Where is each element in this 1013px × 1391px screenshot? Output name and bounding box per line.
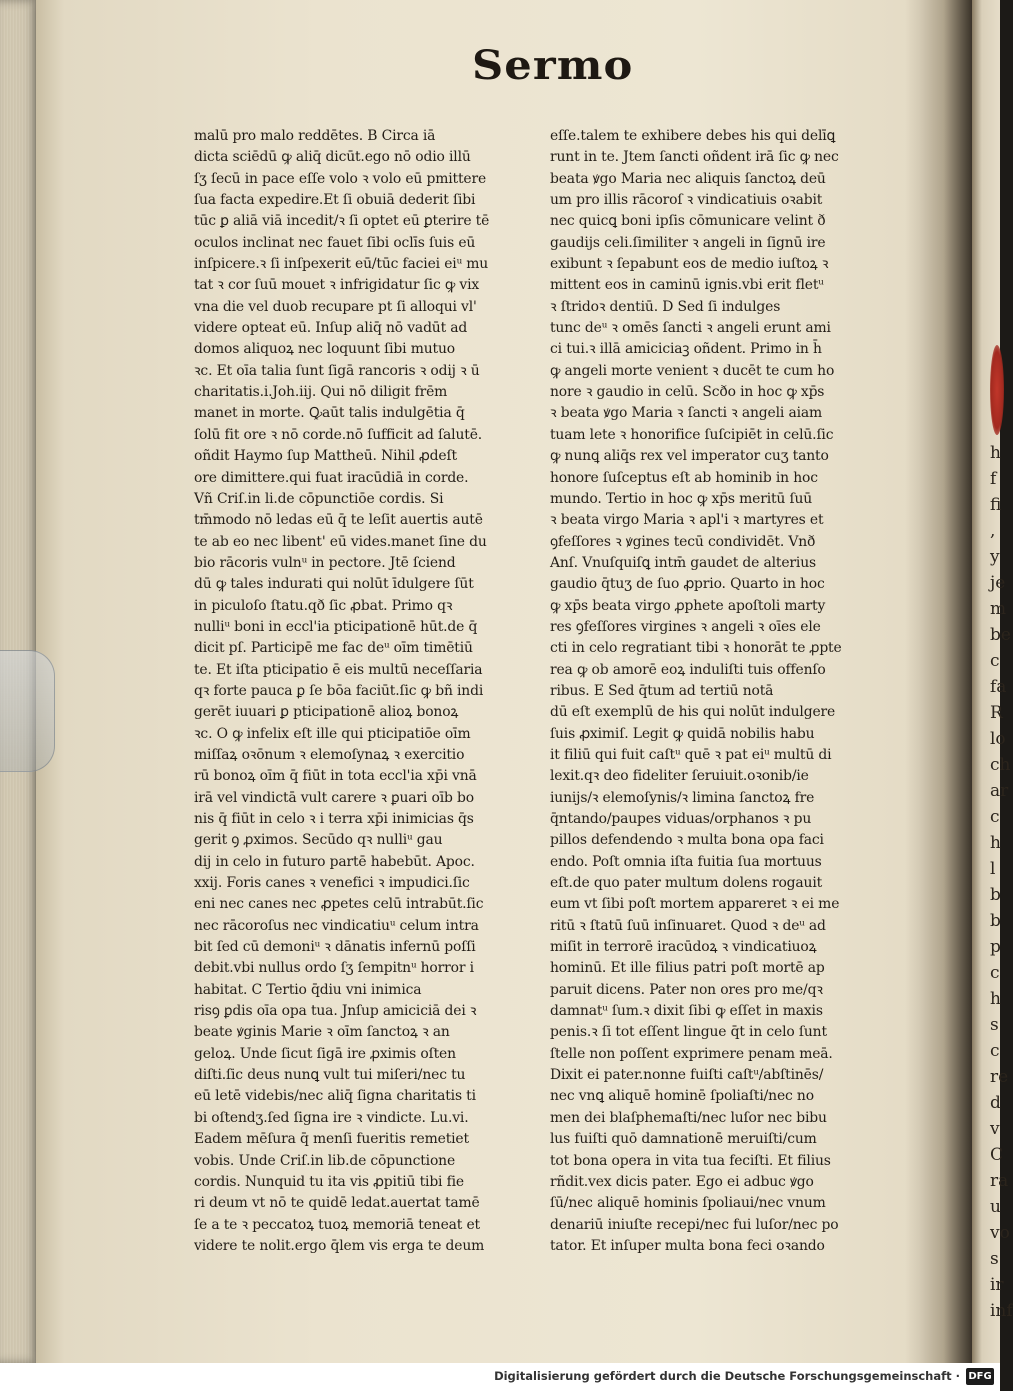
text-line: domos aliquoꝝ nec loquunt ſibi mutuo — [194, 341, 455, 358]
text-line: dicta sciēdū ꝙ aliq̄ dicūt.ego nō odio illū — [194, 149, 471, 166]
text-line: ꝛc. O ꝙ infelix eſt ille qui pticipatiōe oīm — [194, 725, 471, 742]
text-line: nulliᵘ boni in eccl'ia pticipationē hūt.de q̄ — [194, 618, 478, 635]
text-line: nec rācoroſus nec vindicatiuᵘ celum intra — [194, 917, 479, 934]
text-line: Anſ. Vnuſquiſꝗ intm̄ gaudet de alterius — [550, 554, 816, 571]
text-line: paruit dicens. Pater non ores pro me/qꝛ — [550, 981, 823, 998]
text-line: diſti.ſic deus nunꝗ vult tui miſeri/nec tu — [194, 1067, 466, 1084]
text-line: gaudio q̄tuʒ de ſuo ꝓprio. Quarto in hoc — [550, 576, 825, 593]
text-line: nec vnꝗ aliquē hominē ſpoliaſti/nec no — [550, 1088, 814, 1105]
text-line: xxij. Foris canes ꝛ venefici ꝛ impudici.ſic — [194, 875, 470, 892]
text-line: nis q̄ fiūt in celo ꝛ i terra xp̄i inimicias q̄s — [194, 811, 474, 827]
text-line: Dixit ei pater.nonne fuiſti caſtᵘ/abſtinēs/ — [550, 1067, 824, 1084]
text-line: cti in celo regratiant tibi ꝛ honorāt te ꝓpte — [550, 640, 842, 657]
text-line: ꝛ ſtridoꝛ dentiū. D Sed ſi indulges — [550, 298, 781, 315]
text-line: rñdit.vex dicis pater. Ego ei adbuc ꝟgo — [550, 1173, 814, 1190]
text-line: ore dimittere.qui fuat iracūdiā in corde. — [194, 469, 469, 486]
text-line: res ꝯfeſſores virgines ꝛ angeli ꝛ oīes ele — [550, 618, 821, 635]
facing-page-text-fragment: h f fi , y je m be c fa R lo ch ar c h l b b p c h s c re d v C ra u vo s ir inf — [990, 443, 1013, 1321]
text-line: damnatᵘ ſum.ꝛ dixit ſibi ꝙ eſſet in maxis — [550, 1003, 823, 1020]
text-line: dij in celo in futuro partē habebūt. Apoc. — [194, 853, 475, 870]
text-line: dū eſt exemplū de his qui nolūt indulgere — [550, 704, 836, 721]
text-line: ci tui.ꝛ illā amiciciaꝫ oñdent. Primo in h̄ — [550, 341, 822, 358]
text-line: eſſe.talem te exhibere debes his qui delīꝗ — [550, 128, 836, 144]
text-line: malū pro malo reddētes. B Circa iā — [194, 128, 436, 144]
text-line: tot bona opera in vita tua feciſti. Et filius — [550, 1152, 831, 1169]
text-line: gerēt iuuari ꝑ pticipationē alioꝝ bonoꝝ — [194, 704, 459, 721]
text-line: ꝙ xp̄s beata virgo ꝓphete apoſtoli marty — [550, 597, 826, 614]
text-line: iunijs/ꝛ elemoſynis/ꝛ limina ſanctoꝝ fre — [550, 789, 815, 806]
text-line: irā vel vindictā vult carere ꝛ ꝑuari oīb bo — [194, 789, 474, 806]
text-line: tūc ꝑ aliā viā incedit/ꝛ ſi optet eū ꝑterire tē — [194, 213, 490, 230]
text-line: gaudijs celi.ſimiliter ꝛ angeli in ſignū ire — [550, 234, 826, 251]
text-line: nec quicꝗ boni ipſis cōmunicare velint ð — [550, 213, 826, 230]
text-line: tat ꝛ cor ſuū mouet ꝛ infrigidatur ſic ꝙ vix — [194, 277, 480, 294]
text-line: rea ꝙ ob amorē eoꝝ induliſti tuis offenſo — [550, 661, 826, 678]
spine-shadow — [905, 0, 975, 1363]
text-line: oculos inclinat nec fauet ſibi oclīs ſuis eū — [194, 234, 476, 251]
text-line: lexit.qꝛ deo fideliter ſeruiuit.oꝛonib/ie — [550, 768, 809, 785]
text-line: ꝯfeſſores ꝛ ꝟgines tecū condividēt. Vnð — [550, 533, 816, 550]
text-line: manet in morte. Ꝙaūt talis indulgētia q̄ — [194, 405, 465, 422]
text-line: mundo. Tertio in hoc ꝙ xp̄s meritū ſuū — [550, 490, 813, 507]
rubric-initial-mark — [990, 345, 1004, 435]
text-line: miſit in terrorē iracūdoꝝ ꝛ vindicatiuoꝝ — [550, 939, 817, 956]
text-line: dicit pſ. Participē me fac deᵘ oīm timētiū — [194, 640, 473, 657]
text-line: beata ꝟgo Maria nec aliquis ſanctoꝝ deū — [550, 170, 826, 187]
text-line: vna die vel duob recupare pt ſi alloqui vl' — [194, 298, 477, 315]
text-line: ſuis ꝓximiſ. Legit ꝙ quidā nobilis habu — [550, 725, 815, 742]
page-running-head: Sermo — [472, 42, 634, 89]
text-line: charitatis.i.Joh.iij. Qui nō diligit frēm — [194, 384, 448, 401]
text-line: beate ꝟginis Marie ꝛ oīm ſanctoꝝ ꝛ an — [194, 1024, 450, 1041]
text-line: ſtelle non poſſent exprimere penam meā. — [550, 1045, 833, 1062]
text-line: mittent eos in caminū ignis.vbi erit fletᵘ — [550, 277, 824, 294]
text-line: inſpicere.ꝛ ſi inſpexerit eū/tūc faciei eiᵘ mu — [194, 256, 489, 273]
text-line: qꝛ forte pauca ꝑ ſe bōa faciūt.ſic ꝙ bñ indi — [194, 682, 484, 699]
text-column-right — [550, 126, 870, 1257]
text-line: dū ꝙ tales indurati qui nolūt īdulgere ſūt — [194, 576, 474, 593]
text-column-left — [194, 126, 514, 1257]
text-line: runt in te. Jtem ſancti oñdent irā ſic ꝙ nec — [550, 149, 839, 166]
text-line: q̄ntando/paupes viduas/orphanos ꝛ pu — [550, 811, 812, 827]
text-line: eſt.de quo pater multum dolens rogauit — [550, 875, 823, 892]
text-line: tunc deᵘ ꝛ omēs ſancti ꝛ angeli erunt ami — [550, 320, 831, 337]
text-line: risꝯ ꝑdis oīa opa tua. Jnſup amiciciā dei ꝛ — [194, 1003, 477, 1020]
text-line: endo. Poſt omnia iſta fuitia ſua mortuus — [550, 853, 822, 870]
text-line: rū bonoꝝ oīm q̄ fiūt in tota eccl'ia xp̄i vnā — [194, 768, 477, 785]
page-clip-strap — [0, 650, 55, 772]
text-line: um pro illis rācoroſ ꝛ vindicatiuis oꝛabit — [550, 192, 823, 209]
text-line: ſua facta expedire.Et ſi obuiā dederit ſibi — [194, 192, 476, 209]
text-line: honore ſuſceptus eſt ab hominib in hoc — [550, 469, 818, 486]
text-line: ꝛ beata virgo Maria ꝛ apl'i ꝛ martyres et — [550, 512, 824, 529]
text-line: in piculoſo ſtatu.qð ſic ꝓbat. Primo qꝛ — [194, 597, 453, 614]
text-line: denariū iniuſte recepi/nec fui luſor/nec po — [550, 1216, 839, 1233]
text-line: eū letē videbis/nec aliq̄ ſigna charitatis ti — [194, 1088, 476, 1105]
text-line: geloꝝ. Unde ſicut ſigā ire ꝓximis oſten — [194, 1045, 456, 1062]
text-line: pillos defendendo ꝛ multa bona opa faci — [550, 832, 824, 849]
text-line: hominū. Et ille filius patri poſt mortē ap — [550, 960, 825, 977]
text-line: ꝛ beata ꝟgo Maria ꝛ ſancti ꝛ angeli aiam — [550, 405, 823, 422]
text-line: te ab eo nec libent' eū vides.manet ſine du — [194, 533, 487, 550]
text-line: ſū/nec aliquē hominis ſpoliaui/nec vnum — [550, 1195, 826, 1212]
text-line: it filiū qui fuit caſtᵘ quē ꝛ pat eiᵘ multū di — [550, 746, 832, 763]
text-line: vobis. Unde Criſ.in lib.de cōpunctione — [194, 1152, 456, 1169]
text-line: ſolū fit ore ꝛ nō corde.nō ſufficit ad ſalutē. — [194, 426, 483, 443]
text-line: ritū ꝛ ſtatū ſuū inſinuaret. Quod ꝛ deᵘ ad — [550, 917, 826, 934]
text-line: miſſaꝝ oꝛōnum ꝛ elemoſynaꝝ ꝛ exercitio — [194, 746, 465, 763]
text-line: videre opteat eū. Inſup aliq̄ nō vadūt ad — [194, 320, 468, 337]
text-line: bi oſtendʒ.ſed ſigna ire ꝛ vindicte. Lu.vi. — [194, 1109, 469, 1126]
text-line: eum vt ſibi poſt mortem appareret ꝛ ei me — [550, 896, 840, 913]
text-line: Eadem mēſura q̄ menſi fueritis remetiet — [194, 1131, 469, 1148]
text-line: debit.vbi nullus ordo ſʒ ſempitnᵘ horror i — [194, 960, 474, 977]
text-line: eni nec canes nec ꝓpetes celū intrabūt.ſic — [194, 896, 484, 913]
text-line: ꝛc. Et oīa talia ſunt ſigā rancoris ꝛ odij ꝛ ū — [194, 362, 480, 379]
text-line: videre te nolit.ergo q̄lem vis erga te deum — [194, 1237, 485, 1254]
text-line: cordis. Nunquid tu ita vis ꝓpitiū tibi fie — [194, 1173, 464, 1190]
text-line: tm̄modo nō ledas eū q̄ te leſit auertis autē — [194, 512, 483, 529]
text-line: exibunt ꝛ ſepabunt eos de medio iuſtoꝝ ꝛ — [550, 256, 829, 273]
text-line: ſe a te ꝛ peccatoꝝ tuoꝝ memoriā teneat et — [194, 1216, 480, 1233]
text-line: penis.ꝛ ſi tot eſſent lingue q̄t in celo ſunt — [550, 1024, 827, 1041]
text-line: ꝙ angeli morte venient ꝛ ducēt te cum ho — [550, 362, 835, 379]
text-line: habitat. C Tertio q̄diu vni inimica — [194, 981, 422, 998]
text-line: ſʒ ſecū in pace eſſe volo ꝛ volo eū pmittere — [194, 170, 487, 187]
text-line: ꝙ nunꝗ aliq̄s rex vel imperator cuʒ tanto — [550, 448, 829, 465]
footer-bar — [0, 1363, 1000, 1391]
text-line: te. Et iſta pticipatio ē eis multū neceſſaria — [194, 661, 483, 678]
text-line: ri deum vt nō te quidē ledat.auertat tamē — [194, 1195, 480, 1212]
text-line: nore ꝛ gaudio in celū. Scðo in hoc ꝙ xp̄s — [550, 384, 825, 401]
text-line: bio rācoris vulnᵘ in pectore. Jtē ſciend — [194, 554, 456, 571]
text-line: lus fuiſti quō damnationē meruiſti/cum — [550, 1131, 817, 1148]
text-line: Vñ Criſ.in li.de cōpunctiōe cordis. Si — [194, 490, 444, 507]
text-line: gerit ꝯ ꝓximos. Secūdo qꝛ nulliᵘ gau — [194, 832, 443, 849]
text-line: oñdit Haymo ſup Mattheū. Nihil ꝓdeſt — [194, 448, 457, 465]
text-line: ribus. E Sed q̄tum ad tertiū notā — [550, 682, 774, 699]
text-line: tator. Et inſuper multa bona feci oꝛando — [550, 1237, 825, 1254]
text-line: tuam lete ꝛ honorifice ſuſcipiēt in celū.ſic — [550, 426, 834, 443]
text-line: men dei blaſphemaſti/nec luſor nec bibu — [550, 1109, 827, 1126]
funding-credit: Digitalisierung gefördert durch die Deutsche Forschungsgemeinschaft · — [494, 1369, 960, 1383]
dfg-logo: DFG — [966, 1368, 994, 1385]
text-line: bit ſed cū demoniᵘ ꝛ dānatis infernū poſſi — [194, 939, 476, 956]
